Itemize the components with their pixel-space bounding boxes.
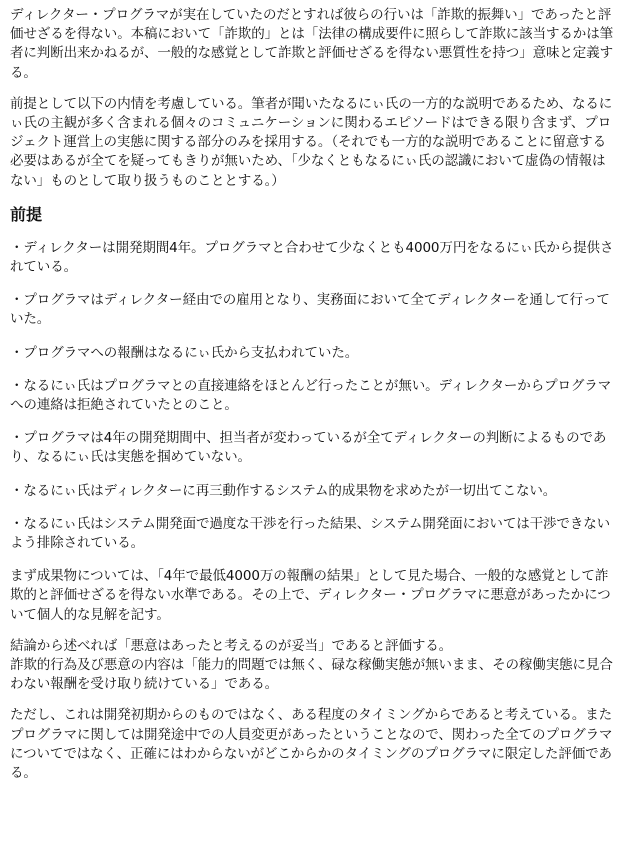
list-item: ・プログラマへの報酬はなるにぃ氏から支払われていた。 [10, 344, 359, 361]
body-paragraph-detail: 詐欺的行為及び悪意の内容は「能力的問題では無く、碌な稼働実態が無いまま、その稼働実態に見合わない報酬を受け取り続けている」である。 [10, 657, 613, 693]
intro-paragraph-1: ディレクター・プログラマが実在していたのだとすれば彼らの行いは「詐欺的振舞い」であったと評価せざるを得ない。本稿において「詐欺的」とは「法律の構成要件に照らして詐欺に該当するかは筆者に判断出来かねるが、一般的な感覚として詐欺と評価せざるを得ない悪質性を持つ」意味と定義する。 [10, 7, 613, 81]
body-paragraph-conclusion: 結論から述べれば「悪意はあったと考えるのが妥当」であると評価する。 [10, 637, 453, 654]
list-item: ・なるにぃ氏はディレクターに再三動作するシステム的成果物を求めたが一切出てこない。 [10, 482, 557, 499]
list-item: ・なるにぃ氏はシステム開発面で過度な干渉を行った結果、システム開発面においては干渉できないよう排除されている。 [10, 515, 611, 552]
body-paragraph-caveat: ただし、これは開発初期からのものではなく、ある程度のタイミングからであると考えている。またプログラマに関しては開発途中での人員変更があったということなので、関わった全てのプログラマについてではなく、正確にはわからないがどこからかのタイミングのプログラマに限定した評価である。 [10, 707, 613, 782]
list-item: ・プログラマは4年の開発期間中、担当者が変わっているが全てディレクターの判断によるものであり、なるにぃ氏は実態を掴めていない。 [10, 430, 607, 466]
list-item: ・なるにぃ氏はプログラマとの直接連絡をほとんど行ったことが無い。ディレクターからプログラマへの連絡は拒絶されていたとのこと。 [10, 377, 612, 414]
list-item: ・プログラマはディレクター経由での雇用となり、実務面において全てディレクターを通して行っていた。 [10, 292, 610, 328]
body-paragraph-assessment: まず成果物については、「4年で最低4000万の報酬の結果」として見た場合、一般的な感覚として詐欺的と評価せざるを得ない水準である。その上で、ディレクター・プログラマに悪意があったかについて個人的な見解を記す。 [10, 568, 611, 623]
list-item: ・ディレクターは開発期間4年。プログラマと合わせて少なくとも4000万円をなるにぃ氏から提供されている。 [10, 239, 614, 276]
intro-paragraph-2: 前提として以下の内情を考慮している。筆者が聞いたなるにぃ氏の一方的な説明であるため、なるにぃ氏の主観が多く含まれる個々のコミュニケーションに関わるエピソードはできる限り含まず、プロジェクト運営上の実態に関する部分のみを採用する。（それでも一方的な説明であることに留意する必要はあるが全てを疑ってもきりが無いため、「少なくともなるにぃ氏の認識において虚偽の情報はない」ものとして取り扱うものこととする。） [10, 95, 613, 189]
premise-list [10, 239, 617, 553]
section-heading: 前提 [10, 204, 43, 224]
